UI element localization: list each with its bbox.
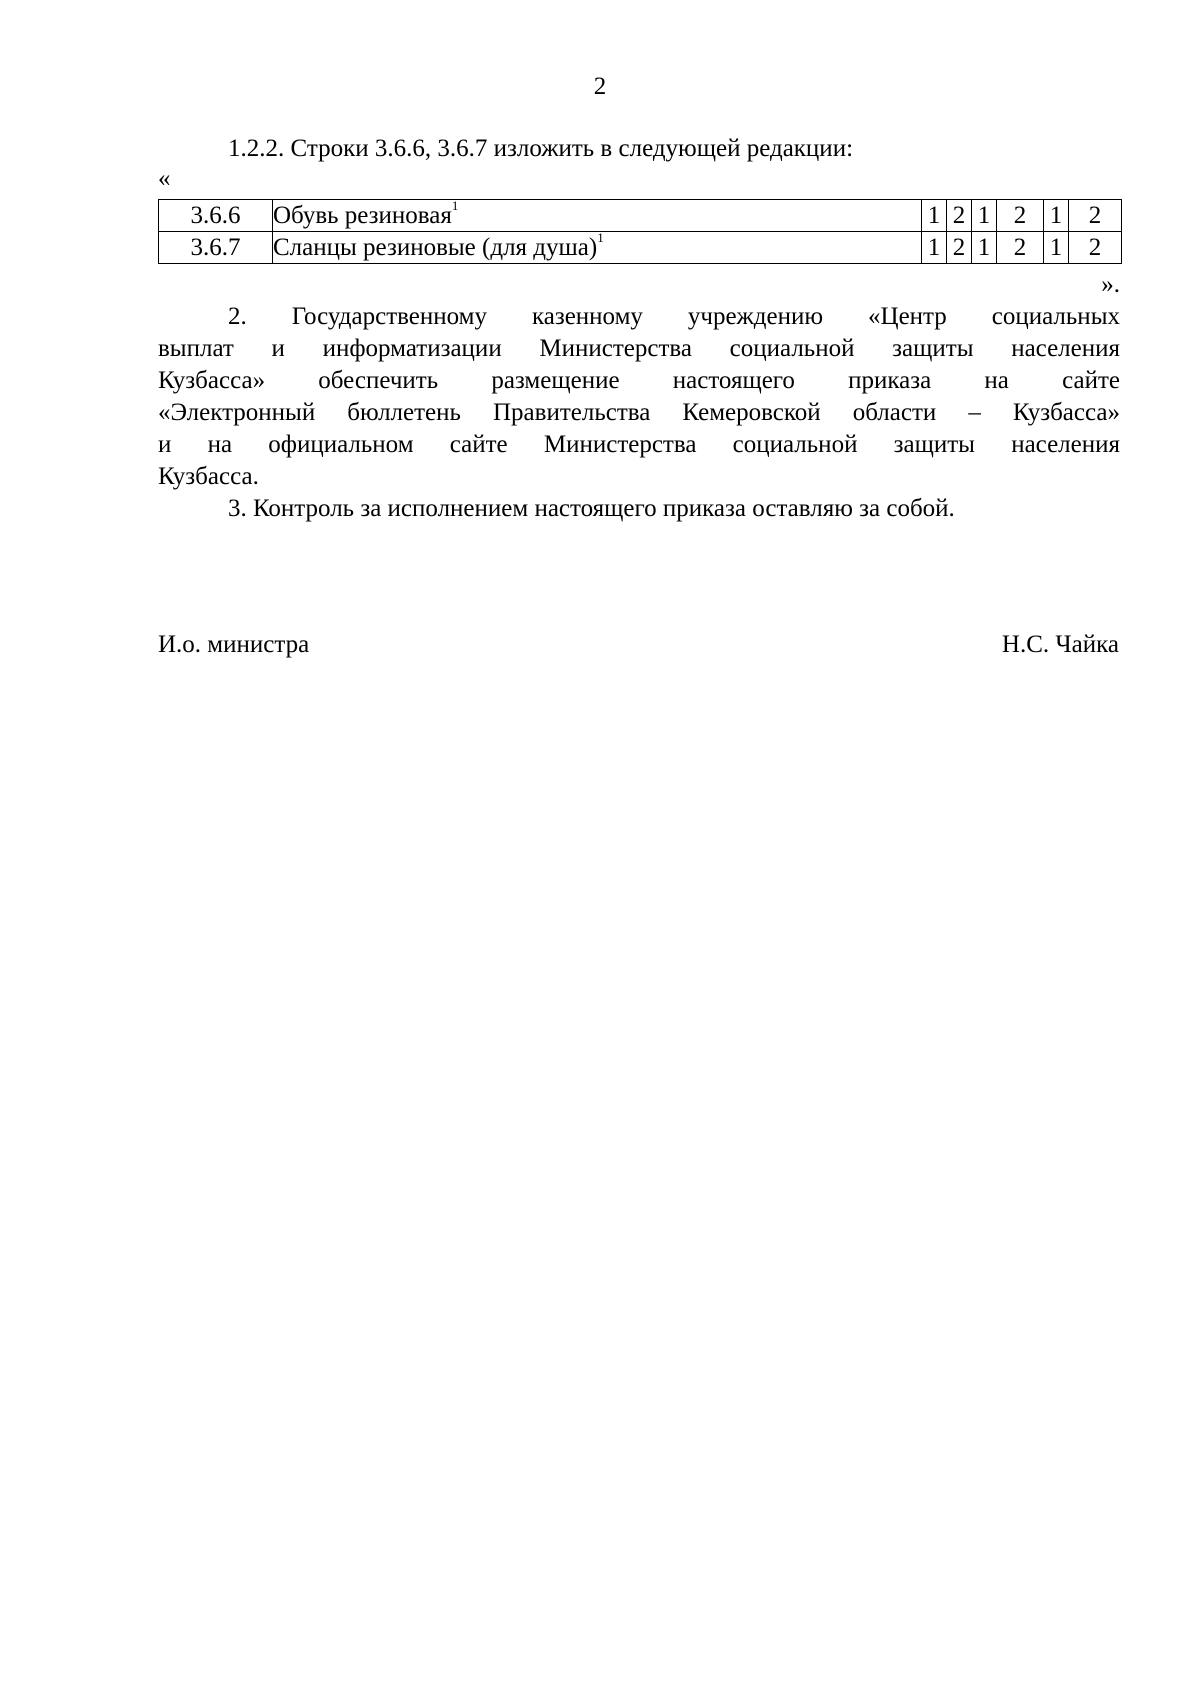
paragraph-3: 3. Контроль за исполнением настоящего приказа оставляю за собой. bbox=[228, 495, 955, 522]
paragraph-2-line: и на официальном сайте Министерства социальной защиты населения bbox=[158, 431, 1120, 458]
row-value: 1 bbox=[922, 232, 947, 264]
row-value: 1 bbox=[972, 200, 997, 232]
row-value: 2 bbox=[997, 200, 1044, 232]
amendment-table bbox=[158, 199, 1122, 264]
page-number: 2 bbox=[593, 73, 607, 100]
footnote-marker: 1 bbox=[451, 197, 459, 213]
paragraph-2-line: Кузбасса. bbox=[158, 463, 259, 490]
row-value: 2 bbox=[1069, 232, 1122, 264]
row-value: 1 bbox=[922, 200, 947, 232]
paragraph-2-line: Кузбасса» обеспечить размещение настоящего приказа на сайте bbox=[158, 367, 1120, 394]
paragraph-2-line: «Электронный бюллетень Правительства Кемеровской области – Кузбасса» bbox=[158, 399, 1120, 426]
row-code: 3.6.7 bbox=[159, 232, 273, 264]
table-row bbox=[159, 232, 1122, 264]
paragraph-2-line: 2. Государственному казенному учреждению «Центр социальных bbox=[228, 303, 1120, 330]
row-name-cell bbox=[273, 197, 922, 232]
row-value: 1 bbox=[972, 232, 997, 264]
table-row bbox=[159, 200, 1122, 232]
row-name-cell bbox=[273, 229, 922, 264]
row-value: 2 bbox=[997, 232, 1044, 264]
item-1-2-2-text: 1.2.2. Строки 3.6.6, 3.6.7 изложить в следующей редакции: bbox=[228, 135, 854, 162]
footnote-marker: 1 bbox=[597, 229, 604, 245]
signatory-name: Н.С. Чайка bbox=[1001, 631, 1119, 658]
row-name: Обувь резиновая bbox=[273, 201, 452, 229]
signatory-position: И.о. министра bbox=[158, 631, 310, 658]
row-value: 2 bbox=[1069, 200, 1122, 232]
row-value: 1 bbox=[1044, 232, 1069, 264]
row-value: 2 bbox=[947, 232, 972, 264]
row-value: 1 bbox=[1044, 200, 1069, 232]
quote-close: ». bbox=[1101, 271, 1120, 298]
row-name: Сланцы резиновые (для душа) bbox=[273, 233, 598, 261]
quote-open: « bbox=[158, 165, 171, 192]
row-value: 2 bbox=[947, 200, 972, 232]
row-code: 3.6.6 bbox=[159, 200, 273, 232]
paragraph-2-line: выплат и информатизации Министерства социальной защиты населения bbox=[158, 335, 1120, 362]
